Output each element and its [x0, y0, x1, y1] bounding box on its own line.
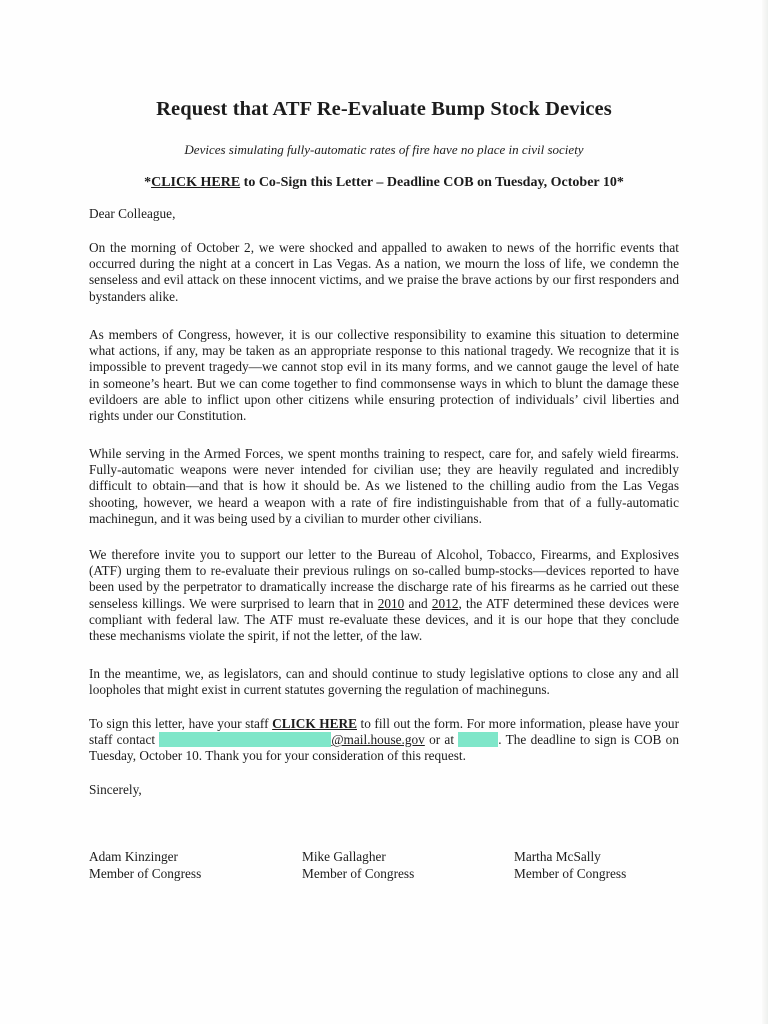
paragraph-5: In the meantime, we, as legislators, can and should continue to study legislative options to close any and all loopholes that might exist in current statutes governing the regulation of machineguns.	[89, 666, 679, 698]
greeting: Dear Colleague,	[89, 206, 176, 221]
letter-subtitle: Devices simulating fully-automatic rates of fire have no place in civil society	[184, 142, 584, 157]
cosign-prefix: *	[144, 175, 152, 190]
paragraph-1: On the morning of October 2, we were shocked and appalled to awaken to news of the horrific events that occurred during the night at a concert in Las Vegas. As a nation, we mourn the loss of life, we condemn the senseless and evil attack on these innocent victims, and we praise the brave actions by our first responders and bystanders alike.	[89, 240, 679, 304]
paragraph-6-text-c: or at	[424, 732, 459, 748]
paragraph-6	[89, 716, 679, 765]
signatory-name: Mike Gallagher	[302, 849, 386, 864]
paragraph-6-text-a: To sign this letter, have your staff	[89, 716, 273, 731]
signatory	[89, 849, 289, 882]
year-2012: 2012	[431, 595, 459, 611]
cosign-link[interactable]: CLICK HERE	[151, 175, 241, 190]
signatory-name: Adam Kinzinger	[89, 849, 178, 864]
letter-title: Request that ATF Re-Evaluate Bump Stock Devices	[156, 98, 612, 120]
paragraph-4-text-a: We therefore invite you to support our letter to the Bureau of Alcohol, Tobacco, Firearms, and Explosives (ATF) urging them to re-evaluate their previous rulings on so-called bump-stocks—devices reported to have been used by the perpetrator to dramatically increase the discharge rate of his firearms as he carried out these senseless killings. We were surprised to learn that in	[89, 547, 679, 611]
signatory	[514, 849, 714, 882]
paragraph-2: As members of Congress, however, it is our collective responsibility to examine this situation to determine what actions, if any, may be taken as an appropriate response to this national tragedy. We recognize that it is impossible to prevent tragedy—we cannot stop evil in its many forms, and we cannot gauge the level of hate in someone’s heart. But we can come together to find commonsense ways in which to blunt the damage these evildoers are able to inflict upon other citizens while ensuring protection of individuals’ civil liberties and rights under our Constitution.	[89, 327, 679, 424]
paragraph-4-and: and	[404, 595, 432, 611]
cosign-text: to Co-Sign this Letter – Deadline COB on Tuesday, October 10*	[240, 175, 624, 190]
redacted-phone	[458, 732, 498, 747]
paragraph-4-text-b: , the ATF determined these devices were compliant with federal law. The ATF must re-evaluate these devices, and it is our hope that they conclude these mechanisms violate the spirit, if not the letter, of the law.	[89, 595, 679, 644]
signatory-title: Member of Congress	[89, 865, 202, 881]
signatory-name: Martha McSally	[514, 849, 601, 864]
paragraph-4	[89, 547, 679, 644]
paragraph-6-text-b: to fill out the form. For more information, please have your staff contact	[89, 716, 679, 748]
cosign-callout	[0, 175, 768, 191]
closing: Sincerely,	[89, 782, 142, 797]
signatory	[302, 849, 502, 882]
paragraph-6-text-d: . The deadline to sign is COB on Tuesday, October 10. Thank you for your consideration of this request.	[89, 732, 679, 764]
email-domain[interactable]: @mail.house.gov	[331, 732, 425, 748]
signup-link[interactable]: CLICK HERE	[272, 716, 357, 731]
paragraph-3: While serving in the Armed Forces, we spent months training to respect, care for, and safely wield firearms. Fully-automatic weapons were never intended for civilian use; they are heavily regulated and incredibly difficult to obtain—and that is how it should be. As we listened to the chilling audio from the Las Vegas shooting, however, we heard a weapon with a rate of fire indistinguishable from that of a fully-automatic machinegun, and it was being used by a civilian to murder other civilians.	[89, 446, 679, 526]
signatory-title: Member of Congress	[514, 865, 627, 881]
signatory-title: Member of Congress	[302, 865, 415, 881]
redacted-email-user	[159, 732, 331, 747]
year-2010: 2010	[377, 595, 405, 611]
